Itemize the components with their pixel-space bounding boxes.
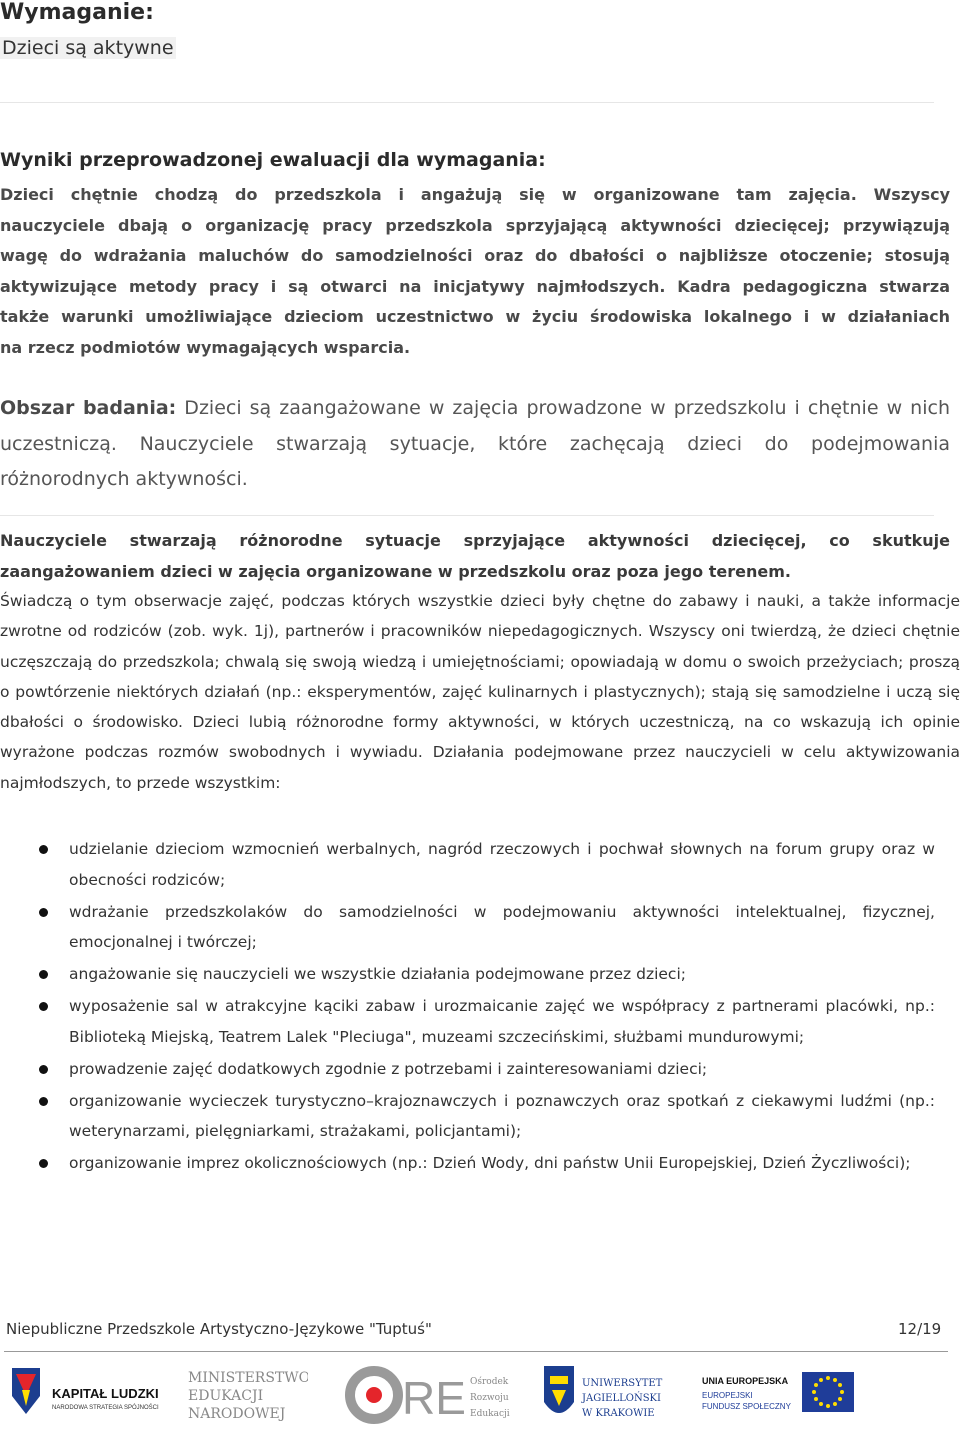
bullet-icon	[39, 845, 48, 854]
list-item-text: prowadzenie zajęć dodatkowych zgodnie z potrzebami i zainteresowaniami dzieci;	[69, 1059, 708, 1078]
list-item	[0, 1054, 935, 1085]
svg-text:W KRAKOWIE: W KRAKOWIE	[582, 1408, 655, 1419]
kapital-ludzki-logo	[8, 1362, 168, 1428]
eu-logo	[698, 1362, 858, 1428]
kapital-title: KAPITAŁ LUDZKI	[52, 1386, 159, 1401]
results-line: wagę do wdrażania maluchów do samodzielności oraz do dbałości o najbliższe otoczenie; stosują	[0, 246, 950, 265]
activities-list	[0, 834, 935, 1180]
list-item-text: wyposażenie sal w atrakcyjne kąciki zabaw i urozmaicanie zajęć we współpracy z partnerami placówki, np.: Biblioteką Miejską, Teatrem Lalek "Pleciuga", muzeami szczecińskimi, służbami mundurowymi;	[69, 997, 935, 1046]
svg-text:UNIA EUROPEJSKA: UNIA EUROPEJSKA	[702, 1376, 789, 1386]
bullet-icon	[39, 1159, 48, 1168]
ministerstwo-logo	[186, 1362, 308, 1428]
results-line: aktywizujące metody pracy i są otwarci na inicjatywy najmłodszych. Kadra pedagogiczna stwarza	[0, 276, 950, 296]
svg-text:RE: RE	[402, 1372, 466, 1424]
svg-text:EUROPEJSKI: EUROPEJSKI	[702, 1391, 753, 1400]
bullet-icon	[39, 970, 48, 979]
bullet-icon	[39, 1065, 48, 1074]
svg-text:UNIWERSYTET: UNIWERSYTET	[582, 1378, 663, 1389]
requirement-label: Wymaganie:	[0, 0, 154, 25]
requirement-name: Dzieci są aktywne	[2, 37, 174, 59]
footer-school-name: Niepubliczne Przedszkole Artystyczno-Językowe "Tuptuś"	[6, 1320, 432, 1338]
results-line: także warunki umożliwiające dzieciom uczestnictwo w życiu środowiska lokalnego i w działaniach	[0, 307, 950, 326]
list-item	[0, 1086, 935, 1147]
details-paragraph: Świadczą o tym obserwacje zajęć, podczas których wszystkie dzieci były chętne do zabawy i nauki, a także informacje zwrotne od rodziców (zob. wyk. 1j), partnerów i pracowników niepedagogicznych. Wszyscy oni twierdzą, że dzieci chętnie uczęszczają do przedszkola; chwalą się swoją wiedzą i umiejętnościami; opowiadają w domu o swoich przeżyciach; proszą o powtórzenie niektórych działań (np.: eksperymentów, zajęć kulinarnych i plastycznych); stają się samodzielne i uczą się dbałości o środowisko. Dzieci lubią różnorodne formy aktywności, w których uczestniczą, na co wskazują ich opinie wyrażone podczas rozmów swobodnych i wywiadu. Działania podejmowane przez nauczycieli w celu aktywizowania najmłodszych, to przede wszystkim:	[0, 592, 960, 792]
bullet-icon	[39, 1097, 48, 1106]
results-line: na rzecz podmiotów wymagających wsparcia.	[0, 337, 411, 357]
list-item	[0, 1148, 935, 1179]
bullet-icon	[39, 1002, 48, 1011]
list-item-text: organizowanie imprez okolicznościowych (np.: Dzień Wody, dni państw Unii Europejskiej, Dzień Życzliwości);	[69, 1154, 911, 1172]
results-heading: Wyniki przeprowadzonej ewaluacji dla wymagania:	[0, 149, 546, 171]
list-item	[0, 834, 935, 895]
svg-text:MINISTERSTWO: MINISTERSTWO	[188, 1370, 308, 1386]
results-paragraph	[0, 180, 950, 363]
list-item-text: udzielanie dzieciom wzmocnień werbalnych, nagród rzeczowych i pochwał słownych na forum grupy oraz w obecności rodziców;	[69, 840, 935, 889]
results-line: Dzieci chętnie chodzą do przedszkola i angażują się w organizowane tam zajęcia. Wszyscy	[0, 185, 950, 204]
uj-logo	[540, 1362, 680, 1428]
research-area-text: Dzieci są zaangażowane w zajęcia prowadzone w przedszkolu i chętnie w nich uczestniczą. Nauczyciele stwarzają sytuacje, które zachęcają dzieci do podejmowania różnorodnych aktywności.	[0, 397, 950, 490]
divider	[0, 102, 934, 103]
research-area	[0, 391, 950, 498]
footer-divider	[4, 1351, 948, 1352]
divider	[0, 515, 934, 516]
svg-text:JAGIELLOŃSKI: JAGIELLOŃSKI	[582, 1393, 661, 1404]
svg-text:EDUKACJI: EDUKACJI	[188, 1388, 264, 1404]
svg-text:NARODOWEJ: NARODOWEJ	[188, 1406, 286, 1422]
list-item	[0, 991, 935, 1052]
svg-text:Rozwoju: Rozwoju	[470, 1393, 509, 1403]
list-item-text: organizowanie wycieczek turystyczno–krajoznawczych i poznawczych oraz spotkań z ciekawymi ludźmi (np.: weterynarzami, pielęgniarkami, strażakami, policjantami);	[69, 1091, 935, 1140]
research-area-label: Obszar badania:	[0, 397, 177, 419]
list-item	[0, 959, 935, 990]
svg-text:Ośrodek: Ośrodek	[470, 1377, 509, 1387]
list-item	[0, 897, 935, 958]
bullet-icon	[39, 908, 48, 917]
svg-text:FUNDUSZ SPOŁECZNY: FUNDUSZ SPOŁECZNY	[702, 1402, 791, 1411]
svg-text:Edukacji: Edukacji	[470, 1409, 510, 1419]
list-item-text: angażowanie się nauczycieli we wszystkie działania podejmowane przez dzieci;	[69, 965, 686, 983]
page-number: 12/19	[898, 1320, 942, 1338]
ore-logo	[342, 1362, 522, 1428]
kapital-subtitle: NARODOWA STRATEGIA SPÓJNOŚCI	[52, 1405, 159, 1411]
list-item-text: wdrażanie przedszkolaków do samodzielności w podejmowaniu aktywności intelektualnej, fizycznej, emocjonalnej i twórczej;	[69, 902, 935, 951]
results-line: nauczyciele dbają o organizację pracy przedszkola sprzyjającą aktywności dziecięcej; przywiązują	[0, 215, 950, 235]
summary-paragraph: Nauczyciele stwarzają różnorodne sytuacje sprzyjające aktywności dziecięcej, co skutkuje zaangażowaniem dzieci w zajęcia organizowane w przedszkolu oraz poza jego terenem.	[0, 531, 950, 581]
